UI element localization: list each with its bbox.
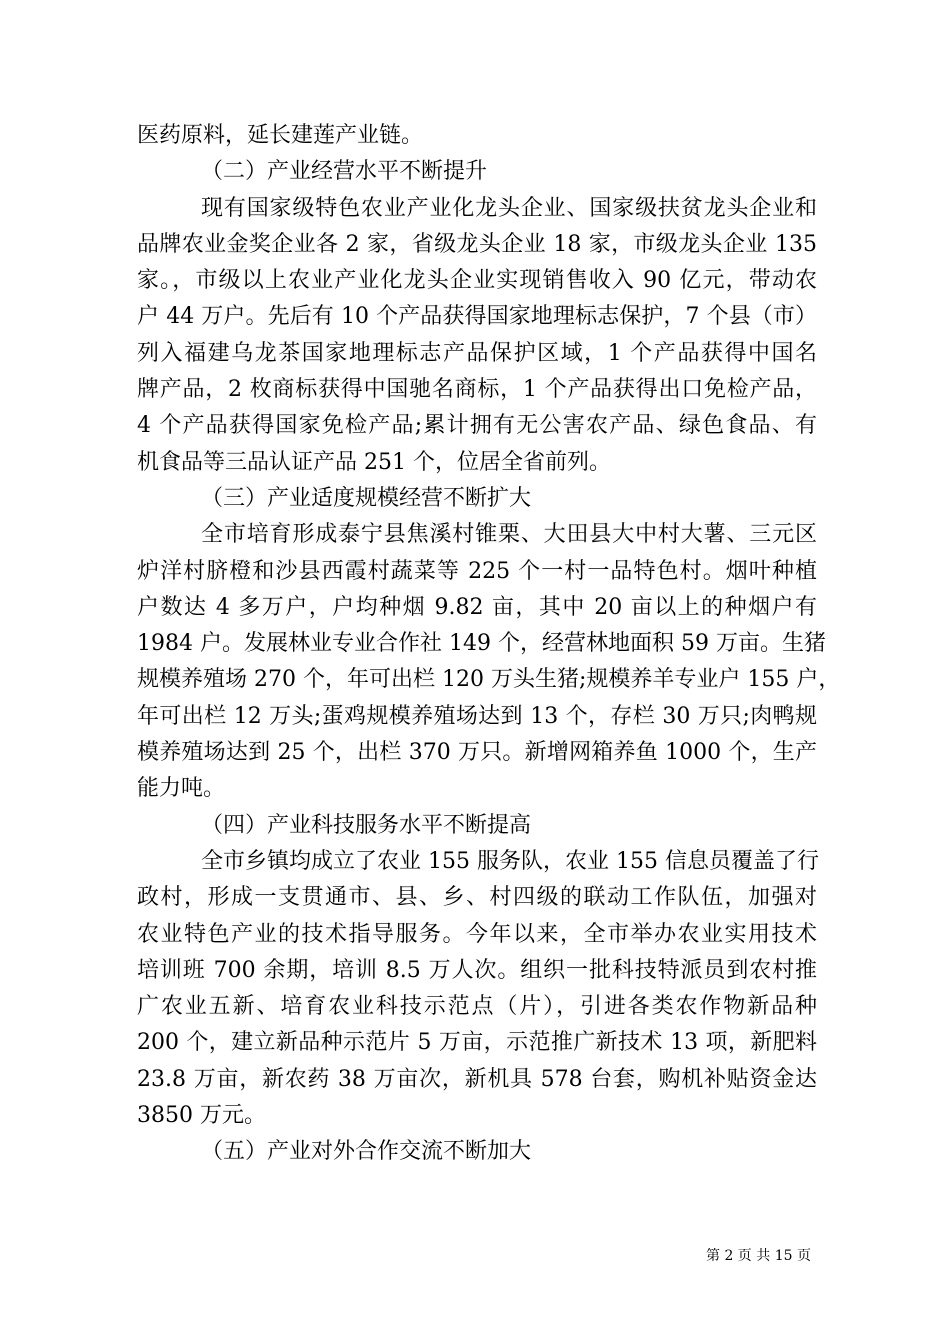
paragraph — [137, 517, 841, 807]
text-line: 现有国家级特色农业产业化龙头企业、国家级扶贫龙头企业和 — [201, 195, 817, 221]
text-line: 牌产品，2 枚商标获得中国驰名商标，1 个产品获得出口免检产品， — [137, 377, 817, 403]
text-line: 品牌农业金奖企业各 2 家，省级龙头企业 18 家，市级龙头企业 135 — [137, 231, 817, 257]
text-line: 农业特色产业的技术指导服务。今年以来，全市举办农业实用技术 — [137, 921, 817, 947]
paragraph — [137, 118, 817, 154]
text-line: （四）产业科技服务水平不断提高 — [201, 812, 532, 838]
text-line: 医药原料，延长建莲产业链。 — [137, 123, 424, 148]
text-line: 户 44 万户。先后有 10 个产品获得国家地理标志保护，7 个县（市） — [137, 304, 817, 330]
text-line: 1984 户。发展林业专业合作社 149 个，经营林地面积 59 万亩。生猪 — [137, 631, 826, 657]
paragraph — [137, 191, 817, 481]
text-line: 政村，形成一支贯通市、县、乡、村四级的联动工作队伍，加强对 — [137, 885, 817, 911]
section-heading — [137, 154, 817, 190]
text-line: 家。，市级以上农业产业化龙头企业实现销售收入 90 亿元，带动农 — [137, 268, 817, 294]
text-line: 列入福建乌龙茶国家地理标志产品保护区域，1 个产品获得中国名 — [137, 340, 817, 366]
text-line: 炉洋村脐橙和沙县西霞村蔬菜等 225 个一村一品特色村。烟叶种植 — [137, 558, 817, 584]
text-line: （二）产业经营水平不断提升 — [201, 159, 488, 185]
text-line: 机食品等三品认证产品 251 个，位居全省前列。 — [137, 449, 611, 475]
text-line: 户数达 4 多万户，户均种烟 9.82 亩，其中 20 亩以上的种烟户有 — [137, 594, 817, 620]
text-line: 规模养殖场 270 个，年可出栏 120 万头生猪;规模养羊专业户 155 户， — [137, 667, 841, 693]
text-line: 3850 万元。 — [137, 1103, 266, 1129]
section-heading — [137, 1134, 817, 1170]
page-footer: 第 2 页 共 15 页 — [706, 1248, 811, 1264]
text-line: 全市乡镇均成立了农业 155 服务队，农业 155 信息员覆盖了行 — [201, 848, 819, 874]
text-line: （五）产业对外合作交流不断加大 — [201, 1139, 532, 1165]
text-line: 模养殖场达到 25 个，出栏 370 万只。新增网箱养鱼 1000 个，生产 — [137, 740, 817, 766]
text-line: 200 个，建立新品种示范片 5 万亩，示范推广新技术 13 项，新肥料 — [137, 1030, 817, 1056]
paragraph — [137, 844, 817, 1134]
document-body — [137, 118, 841, 1171]
text-line: 全市培育形成泰宁县焦溪村锥栗、大田县大中村大薯、三元区 — [201, 522, 817, 548]
text-line: 能力吨。 — [137, 776, 226, 802]
section-heading — [137, 808, 817, 844]
text-line: （三）产业适度规模经营不断扩大 — [201, 485, 532, 511]
section-heading — [137, 481, 817, 517]
text-line: 4 个产品获得国家免检产品;累计拥有无公害农产品、绿色食品、有 — [137, 413, 817, 439]
text-line: 年可出栏 12 万头;蛋鸡规模养殖场达到 13 个，存栏 30 万只;肉鸭规 — [137, 703, 817, 729]
text-line: 广农业五新、培育农业科技示范点（片），引进各类农作物新品种 — [137, 994, 817, 1020]
text-line: 23.8 万亩，新农药 38 万亩次，新机具 578 台套，购机补贴资金达 — [137, 1066, 817, 1092]
text-line: 培训班 700 余期，培训 8.5 万人次。组织一批科技特派员到农村推 — [137, 957, 817, 983]
